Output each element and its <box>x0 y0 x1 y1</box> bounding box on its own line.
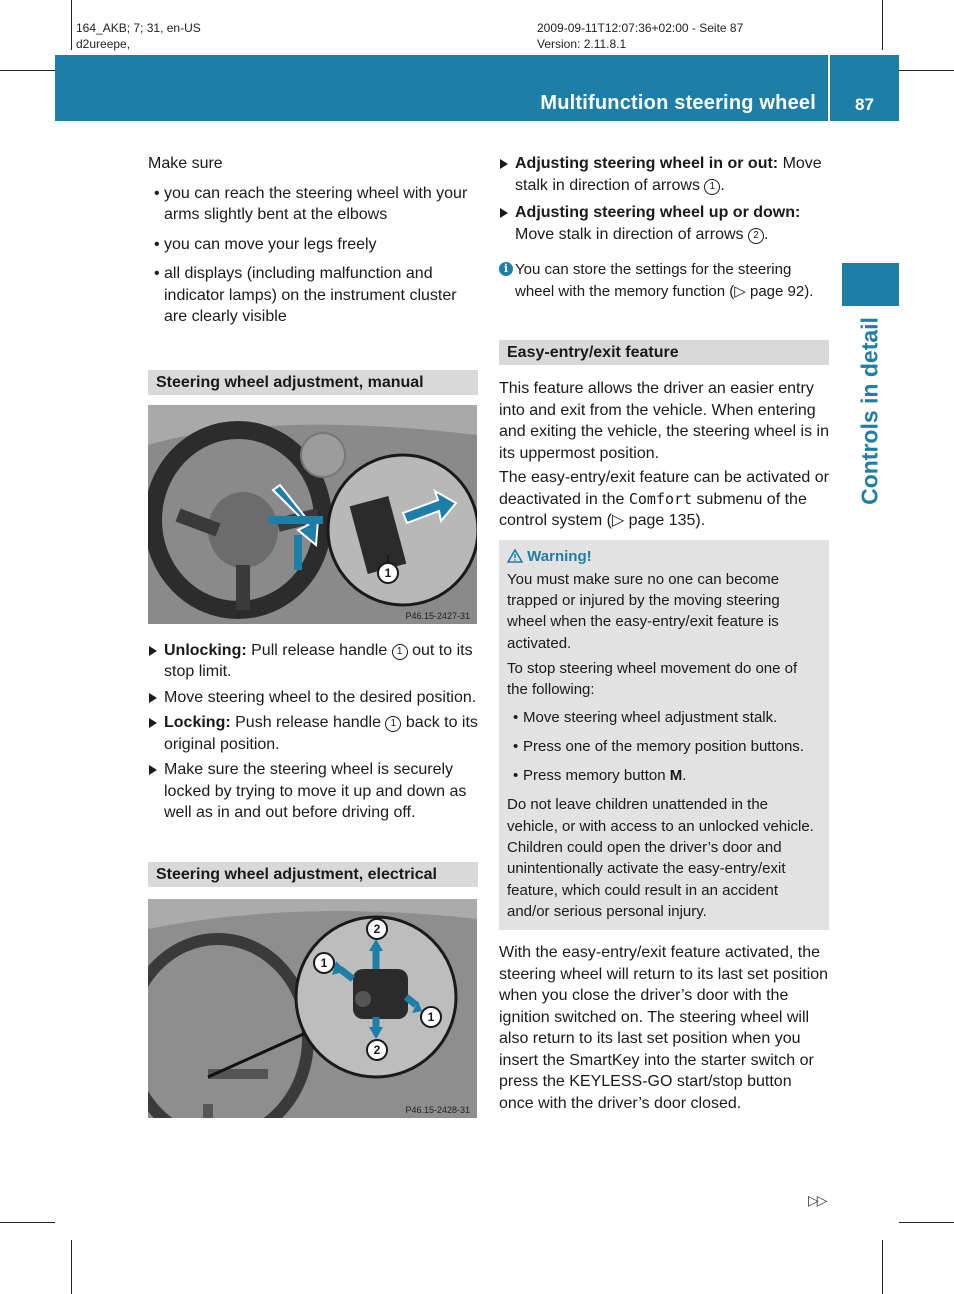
section-heading-easy-entry: Easy-entry/exit feature <box>499 340 829 365</box>
step-text: Move stalk in direction of arrows <box>515 225 748 243</box>
step-text: out to its stop limit. <box>164 641 473 680</box>
step-arrow-icon <box>500 159 508 169</box>
electrical-adjustment-illustration <box>148 899 477 1118</box>
step-label: Locking: <box>164 714 231 731</box>
info-icon: i <box>499 262 513 276</box>
warning-triangle-icon <box>507 549 523 563</box>
figure-callout: 1 <box>320 955 328 970</box>
step-label: Adjusting steering wheel up or down: <box>515 204 801 221</box>
section-heading-manual: Steering wheel adjustment, manual <box>148 370 478 395</box>
warning-text: You must make sure no one can become trapped or injured by the moving steering wheel when the easy-entry/exit feature is activated. <box>507 570 780 652</box>
meta-line: 2009-09-11T12:07:36+02:00 - Seite 87 <box>537 21 744 35</box>
list-item: • you can reach the steering wheel with your arms slightly bent at the elbows <box>148 183 478 226</box>
crop-mark <box>899 1222 954 1223</box>
warning-box <box>499 540 829 931</box>
figure-callout: 2 <box>373 1042 381 1057</box>
page-ref-arrow-icon: ▷ <box>611 512 625 529</box>
warning-title: Warning! <box>527 547 592 565</box>
menu-name: Comfort <box>628 489 693 508</box>
callout-number: 1 <box>392 644 408 660</box>
step-arrow-icon <box>149 718 157 728</box>
step-arrow-icon <box>149 765 157 775</box>
figure-code: P46.15-2428-31 <box>405 1104 470 1115</box>
step-text: Push release handle <box>230 714 386 731</box>
warning-text: Do not leave children unattended in the vehicle, or with access to an unlocked vehicle. Children could open the driver’s door and unintentionally activate the easy-entry/exit feature, which could result in an accident and/or serious personal injury. <box>507 796 814 920</box>
step-text: Pull release handle <box>246 641 392 659</box>
figure-callout: 1 <box>427 1009 435 1024</box>
crop-mark <box>882 0 883 50</box>
list-item: • all displays (including malfunction and indicator lamps) on the instrument cluster are clearly visible <box>148 263 478 328</box>
list-text: Press memory button <box>523 767 670 785</box>
instruction-step <box>148 687 478 709</box>
paragraph: This feature allows the driver an easier entry into and exit from the vehicle. When entering and exiting the vehicle, the steering wheel is in its uppermost position. <box>499 380 829 462</box>
info-note <box>499 259 829 302</box>
manual-adjustment-illustration <box>148 405 477 624</box>
intro-text: Make sure <box>148 155 223 172</box>
callout-number: 2 <box>748 228 764 244</box>
step-text: . <box>763 225 769 243</box>
info-text: You can store the settings for the steering wheel with the memory function ( <box>515 261 792 300</box>
crop-mark <box>0 70 55 71</box>
manual-adjustment-figure <box>148 405 477 624</box>
list-item: • Press one of the memory position buttons. <box>507 736 821 757</box>
step-text: Move steering wheel to the desired position. <box>164 688 477 706</box>
list-item: • Move steering wheel adjustment stalk. <box>507 707 821 728</box>
left-column <box>148 153 478 1118</box>
side-tab-marker <box>842 263 899 306</box>
callout-number: 1 <box>704 179 720 195</box>
step-arrow-icon <box>149 693 157 703</box>
step-label: Unlocking: <box>164 641 247 659</box>
list-item <box>507 765 821 786</box>
print-meta-right <box>537 20 743 52</box>
crop-mark <box>71 1240 72 1294</box>
crop-mark <box>71 0 72 50</box>
instruction-step <box>148 759 478 824</box>
page-number: 87 <box>855 95 874 114</box>
step-text: . <box>720 176 725 194</box>
figure-code: P46.15-2427-31 <box>405 610 470 621</box>
instruction-step <box>148 712 478 755</box>
meta-line: Version: 2.11.8.1 <box>537 37 627 51</box>
step-arrow-icon <box>149 646 157 656</box>
continued-arrow-icon: ▷▷ <box>808 1192 826 1208</box>
electrical-adjustment-figure <box>148 899 477 1118</box>
meta-line: d2ureepe, <box>76 37 131 51</box>
warning-text: To stop steering wheel movement do one of the following: <box>507 659 798 699</box>
print-meta-left <box>76 20 201 52</box>
crop-mark <box>0 1222 55 1223</box>
paragraph-text: The easy-entry/exit feature can be activated or deactivated in the <box>499 469 829 508</box>
right-column <box>499 153 829 1117</box>
meta-line: 164_AKB; 7; 31, en-US <box>76 21 201 35</box>
section-heading-electrical: Steering wheel adjustment, electrical <box>148 862 478 887</box>
page-number-box <box>830 55 899 121</box>
paragraph: With the easy-entry/exit feature activated, the steering wheel will return to its last set position when you close the driver’s door with the ignition switched on. The steering wheel will also return to its last set position when you insert the SmartKey into the starter switch or press the KEYLESS-GO start/stop button once with the driver’s door closed. <box>499 944 829 1112</box>
figure-callout: 1 <box>384 565 392 580</box>
info-text: page 92). <box>745 282 814 300</box>
paragraph-text: page 135). <box>624 512 706 529</box>
list-text: . <box>682 767 687 785</box>
side-tab-label: Controls in detail <box>856 317 883 505</box>
instruction-step <box>148 640 478 683</box>
page-ref-arrow-icon: ▷ <box>734 282 746 300</box>
button-name: M <box>669 767 683 785</box>
crop-mark <box>899 70 954 71</box>
list-item: • you can move your legs freely <box>148 234 478 256</box>
page-title: Multifunction steering wheel <box>540 92 816 114</box>
step-text: Move stalk in direction of arrows <box>515 155 822 194</box>
instruction-step <box>499 153 829 196</box>
header-bar <box>55 55 828 121</box>
crop-mark <box>882 1240 883 1294</box>
step-text: back to its original position. <box>164 714 478 753</box>
step-text: Make sure the steering wheel is securely locked by trying to move it up and down as well as in and out before driving off. <box>164 761 467 821</box>
step-label: Adjusting steering wheel in or out: <box>515 155 779 172</box>
callout-number: 1 <box>385 716 401 732</box>
figure-callout: 2 <box>373 921 381 936</box>
paragraph <box>499 467 829 532</box>
step-arrow-icon <box>500 208 508 218</box>
instruction-step <box>499 202 829 245</box>
paragraph-text: submenu of the control system ( <box>499 490 807 529</box>
